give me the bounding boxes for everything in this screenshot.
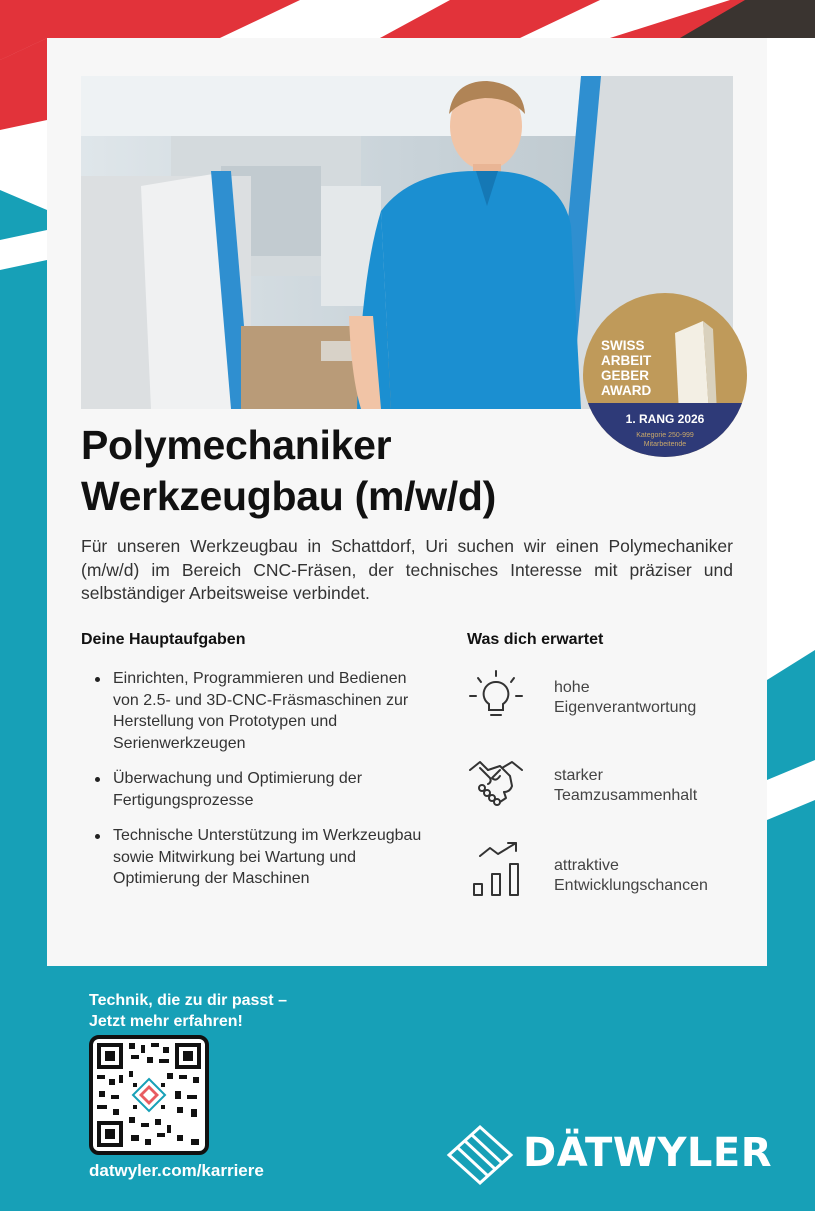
tasks-list [92,668,427,904]
benefit-line-2: Eigenverantwortung [554,699,697,716]
datwyler-logo-mark [445,1124,515,1186]
benefit-line-2: Teamzusammenhalt [554,787,698,804]
job-title-line-1: Polymechaniker [81,422,392,468]
benefit-line-1: attraktive [554,857,619,874]
benefit-line-1: hohe [554,679,590,696]
lightbulb-icon [466,668,526,728]
datwyler-logo [445,1124,775,1186]
benefits-heading: Was dich erwartet [467,631,604,648]
benefit-item [466,840,766,910]
footer-headline-line-2: Jetzt mehr erfahren! [89,1013,243,1030]
tasks-heading: Deine Hauptaufgaben [81,631,246,648]
job-title [81,420,641,522]
benefit-line-1: starker [554,767,603,784]
award-line-1: SWISS [601,338,645,353]
task-item: Technische Unterstützung im Werkzeugbau sowie Mitwirkung bei Wartung und Optimierung der Maschinen [92,825,427,890]
task-item: Überwachung und Optimierung der Fertigungsprozesse [92,768,427,811]
job-title-line-2: Werkzeugbau (m/w/d) [81,473,496,519]
award-category-sub: Mitarbeitende [643,441,687,448]
qr-code[interactable] [89,1035,209,1155]
career-url[interactable]: datwyler.com/karriere [89,1161,264,1180]
footer-headline-line-1: Technik, die zu dir passt – [89,992,287,1009]
award-category: Kategorie 250-999 [636,432,694,439]
intro-text: Für unseren Werkzeugbau in Schattdorf, Uri suchen wir einen Polymechaniker (m/w/d) im Bereich CNC-Fräsen, der technisches Interesse mit präziser und selbständiger Arbeitsweise verbindet. [81,536,733,603]
task-item: Einrichten, Programmieren und Bedienen von 2.5- und 3D-CNC-Fräsmaschinen zur Herstellung von Prototypen und Serienwerkzeugen [92,668,427,754]
handshake-icon [466,756,526,816]
award-line-2: ARBEIT [601,353,652,368]
award-line-4: AWARD [601,383,652,398]
qr-code-pattern [93,1039,205,1151]
benefit-item [466,668,766,738]
benefit-line-2: Entwicklungschancen [554,877,708,894]
logo-wordmark: DÄTWYLER [523,1130,773,1176]
award-rank: 1. RANG 2026 [625,412,705,426]
footer-headline [89,990,287,1032]
award-line-3: GEBER [601,368,650,383]
benefit-item [466,756,766,826]
growth-chart-icon [466,840,530,900]
